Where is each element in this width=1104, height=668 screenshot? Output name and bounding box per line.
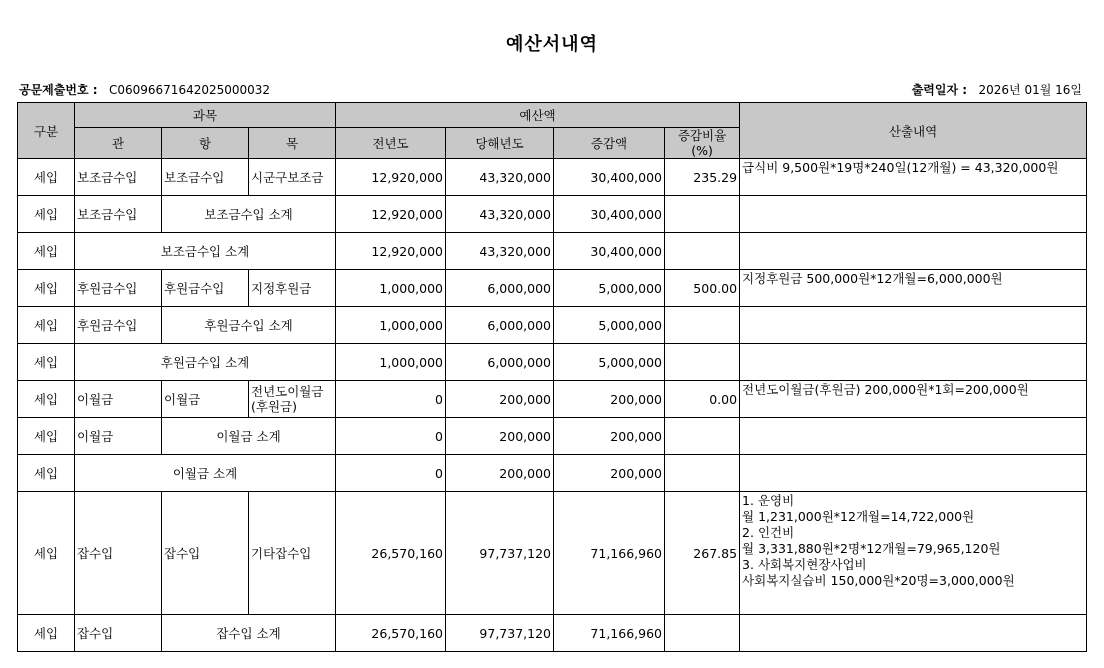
cell-gwan: 잡수입 (75, 615, 162, 652)
cell-change: 5,000,000 (554, 344, 665, 381)
header-mok: 목 (249, 128, 336, 159)
table-row (18, 270, 1087, 307)
cell-subtotal-label: 후원금수입 소계 (162, 307, 336, 344)
cell-gwan: 후원금수입 (75, 307, 162, 344)
table-row (18, 381, 1087, 418)
cell-change-rate (665, 233, 740, 270)
cell-prev-year: 12,920,000 (336, 159, 446, 196)
cell-change: 30,400,000 (554, 159, 665, 196)
cell-this-year: 200,000 (446, 381, 554, 418)
cell-prev-year: 12,920,000 (336, 233, 446, 270)
cell-calc: 급식비 9,500원*19명*240일(12개월) = 43,320,000원 (740, 159, 1087, 196)
cell-total-label: 후원금수입 소계 (75, 344, 336, 381)
cell-gubun: 세입 (18, 418, 75, 455)
header-calc: 산출내역 (740, 103, 1087, 159)
cell-gubun: 세입 (18, 307, 75, 344)
cell-change-rate: 235.29 (665, 159, 740, 196)
table-row (18, 615, 1087, 652)
cell-change-rate (665, 455, 740, 492)
cell-change-rate: 500.00 (665, 270, 740, 307)
cell-hang: 이월금 (162, 381, 249, 418)
table-row (18, 418, 1087, 455)
header-change: 증감액 (554, 128, 665, 159)
cell-calc (740, 196, 1087, 233)
cell-change: 30,400,000 (554, 196, 665, 233)
cell-calc (740, 344, 1087, 381)
page-title: 예산서내역 (506, 34, 598, 55)
budget-table-body (18, 159, 1087, 652)
document-number-label: 공문제출번호 : (19, 83, 98, 97)
cell-gubun: 세입 (18, 196, 75, 233)
cell-prev-year: 26,570,160 (336, 615, 446, 652)
cell-change-rate: 267.85 (665, 492, 740, 615)
cell-change: 5,000,000 (554, 307, 665, 344)
cell-gwan: 이월금 (75, 418, 162, 455)
table-row (18, 492, 1087, 615)
print-date-value: 2026년 01월 16일 (978, 83, 1082, 97)
cell-gubun: 세입 (18, 381, 75, 418)
budget-table (17, 102, 1087, 652)
cell-calc (740, 455, 1087, 492)
header-hang: 항 (162, 128, 249, 159)
table-row (18, 344, 1087, 381)
cell-this-year: 6,000,000 (446, 270, 554, 307)
cell-change: 5,000,000 (554, 270, 665, 307)
cell-gwan: 보조금수입 (75, 159, 162, 196)
cell-gubun: 세입 (18, 233, 75, 270)
cell-mok: 시군구보조금 (249, 159, 336, 196)
print-date-label: 출력일자 : (911, 83, 968, 97)
cell-this-year: 43,320,000 (446, 233, 554, 270)
cell-prev-year: 0 (336, 381, 446, 418)
cell-this-year: 200,000 (446, 418, 554, 455)
cell-calc (740, 307, 1087, 344)
header-gwamok: 과목 (75, 103, 336, 128)
cell-gwan: 보조금수입 (75, 196, 162, 233)
cell-subtotal-label: 잡수입 소계 (162, 615, 336, 652)
header-budget: 예산액 (336, 103, 740, 128)
cell-total-label: 보조금수입 소계 (75, 233, 336, 270)
table-row (18, 233, 1087, 270)
cell-calc (740, 418, 1087, 455)
cell-subtotal-label: 보조금수입 소계 (162, 196, 336, 233)
document-number-value: C06096671642025000032 (108, 83, 271, 97)
cell-this-year: 6,000,000 (446, 344, 554, 381)
cell-prev-year: 1,000,000 (336, 307, 446, 344)
cell-change-rate (665, 344, 740, 381)
cell-prev-year: 0 (336, 455, 446, 492)
cell-gwan: 후원금수입 (75, 270, 162, 307)
header-gwan: 관 (75, 128, 162, 159)
cell-mok: 전년도이월금 (후원금) (249, 381, 336, 418)
cell-gubun: 세입 (18, 615, 75, 652)
cell-this-year: 200,000 (446, 455, 554, 492)
cell-mok: 지정후원금 (249, 270, 336, 307)
cell-hang: 보조금수입 (162, 159, 249, 196)
cell-subtotal-label: 이월금 소계 (162, 418, 336, 455)
table-row (18, 159, 1087, 196)
header-prev-year: 전년도 (336, 128, 446, 159)
cell-calc: 1. 운영비 월 1,231,000원*12개월=14,722,000원 2. 인건비 월 3,331,880원*2명*12개월=79,965,120원 3. 사회복지현장사업비 사회복지실습비 150,000원*20명=3,000,000원 (740, 492, 1087, 615)
cell-change: 71,166,960 (554, 615, 665, 652)
cell-hang: 잡수입 (162, 492, 249, 615)
cell-total-label: 이월금 소계 (75, 455, 336, 492)
cell-change-rate (665, 196, 740, 233)
cell-change: 30,400,000 (554, 233, 665, 270)
cell-prev-year: 0 (336, 418, 446, 455)
cell-change: 200,000 (554, 418, 665, 455)
cell-change-rate (665, 418, 740, 455)
cell-this-year: 97,737,120 (446, 615, 554, 652)
cell-change: 71,166,960 (554, 492, 665, 615)
table-row (18, 307, 1087, 344)
cell-gubun: 세입 (18, 270, 75, 307)
cell-gubun: 세입 (18, 159, 75, 196)
cell-change: 200,000 (554, 381, 665, 418)
cell-change-rate (665, 615, 740, 652)
cell-prev-year: 26,570,160 (336, 492, 446, 615)
print-date (912, 81, 1082, 98)
cell-gwan: 잡수입 (75, 492, 162, 615)
cell-gubun: 세입 (18, 455, 75, 492)
cell-change: 200,000 (554, 455, 665, 492)
header-gubun: 구분 (18, 103, 75, 159)
cell-calc (740, 615, 1087, 652)
cell-change-rate: 0.00 (665, 381, 740, 418)
cell-calc (740, 233, 1087, 270)
cell-gwan: 이월금 (75, 381, 162, 418)
document-number (19, 81, 270, 98)
cell-prev-year: 1,000,000 (336, 344, 446, 381)
header-this-year: 당해년도 (446, 128, 554, 159)
header-change-rate: 증감비율 (%) (665, 128, 740, 159)
cell-prev-year: 1,000,000 (336, 270, 446, 307)
cell-calc: 전년도이월금(후원금) 200,000원*1회=200,000원 (740, 381, 1087, 418)
cell-hang: 후원금수입 (162, 270, 249, 307)
cell-prev-year: 12,920,000 (336, 196, 446, 233)
table-row (18, 196, 1087, 233)
cell-change-rate (665, 307, 740, 344)
cell-gubun: 세입 (18, 344, 75, 381)
table-row (18, 455, 1087, 492)
cell-gubun: 세입 (18, 492, 75, 615)
cell-mok: 기타잡수입 (249, 492, 336, 615)
cell-this-year: 97,737,120 (446, 492, 554, 615)
cell-this-year: 6,000,000 (446, 307, 554, 344)
cell-calc: 지정후원금 500,000원*12개월=6,000,000원 (740, 270, 1087, 307)
cell-this-year: 43,320,000 (446, 159, 554, 196)
cell-this-year: 43,320,000 (446, 196, 554, 233)
